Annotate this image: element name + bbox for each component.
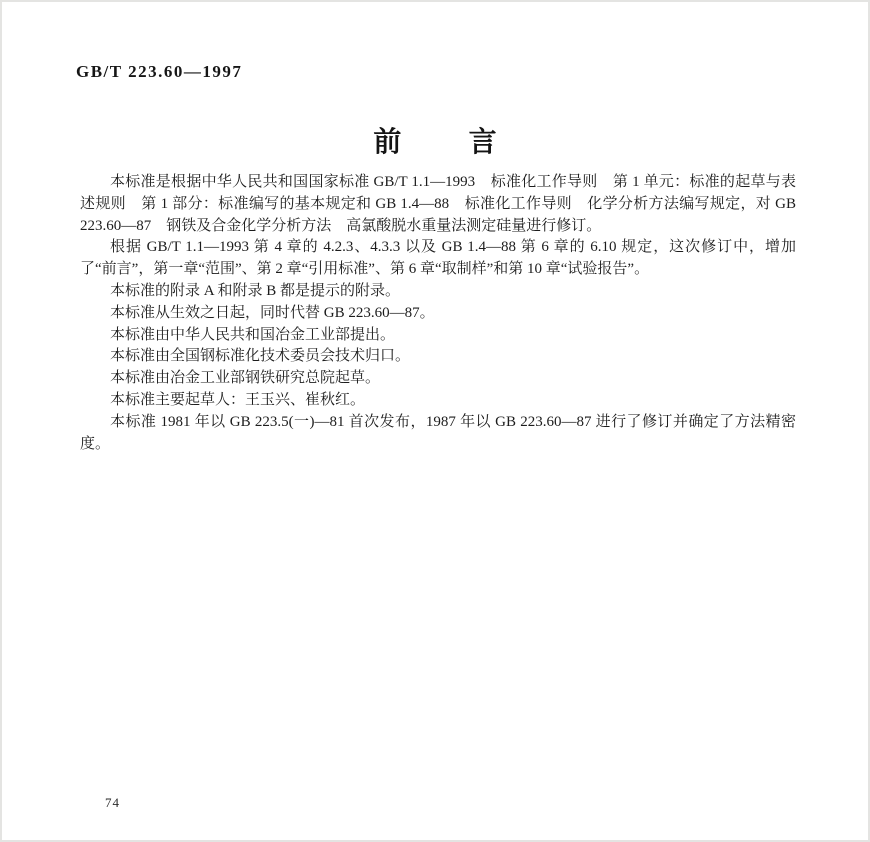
paragraph-appendices: 本标准的附录 A 和附录 B 都是提示的附录。 [110,282,401,299]
paragraph-proposed-by: 本标准由中华人民共和国冶金工业部提出。 [110,326,396,343]
paragraph-revision: 根据 GB/T 1.1—1993 第 4 章的 4.2.3、4.3.3 以及 GB 1.4—88 第 6 章的 6.10 规定，这次修订中，增加了“前言”，第一章“范围”、第 2 章“引用标准”、第 6 章“取制样”和第 10 章“试验报告”。 [80,239,796,278]
page-title-text: 前言 [373,127,564,158]
foreword-body [80,172,796,455]
paragraph-replacement: 本标准从生效之日起，同时代替 GB 223.60—87。 [110,304,435,321]
paragraph-drafters: 本标准主要起草人：王玉兴、崔秋红。 [110,391,366,408]
page-number: 74 [105,795,120,810]
standard-code: GB/T 223.60—1997 [76,62,243,81]
paragraph-drafted-by: 本标准由冶金工业部钢铁研究总院起草。 [110,370,381,387]
paragraph-history: 本标准 1981 年以 GB 223.5(一)—81 首次发布，1987 年以 GB 223.60—87 进行了修订并确定了方法精密度。 [80,413,796,452]
paragraph-intro: 本标准是根据中华人民共和国国家标准 GB/T 1.1—1993 标准化工作导则 第 1 单元：标准的起草与表述规则 第 1 部分：标准编写的基本规定和 GB 1.4—88 标准化工作导则 化学分析方法编写规定，对 GB 223.60—87 钢铁及合金化学分析方法 高氯酸脱水重量法测定硅量进行修订。 [80,174,796,234]
page-title [2,120,868,160]
paragraph-managed-by: 本标准由全国钢标准化技术委员会技术归口。 [110,348,411,365]
